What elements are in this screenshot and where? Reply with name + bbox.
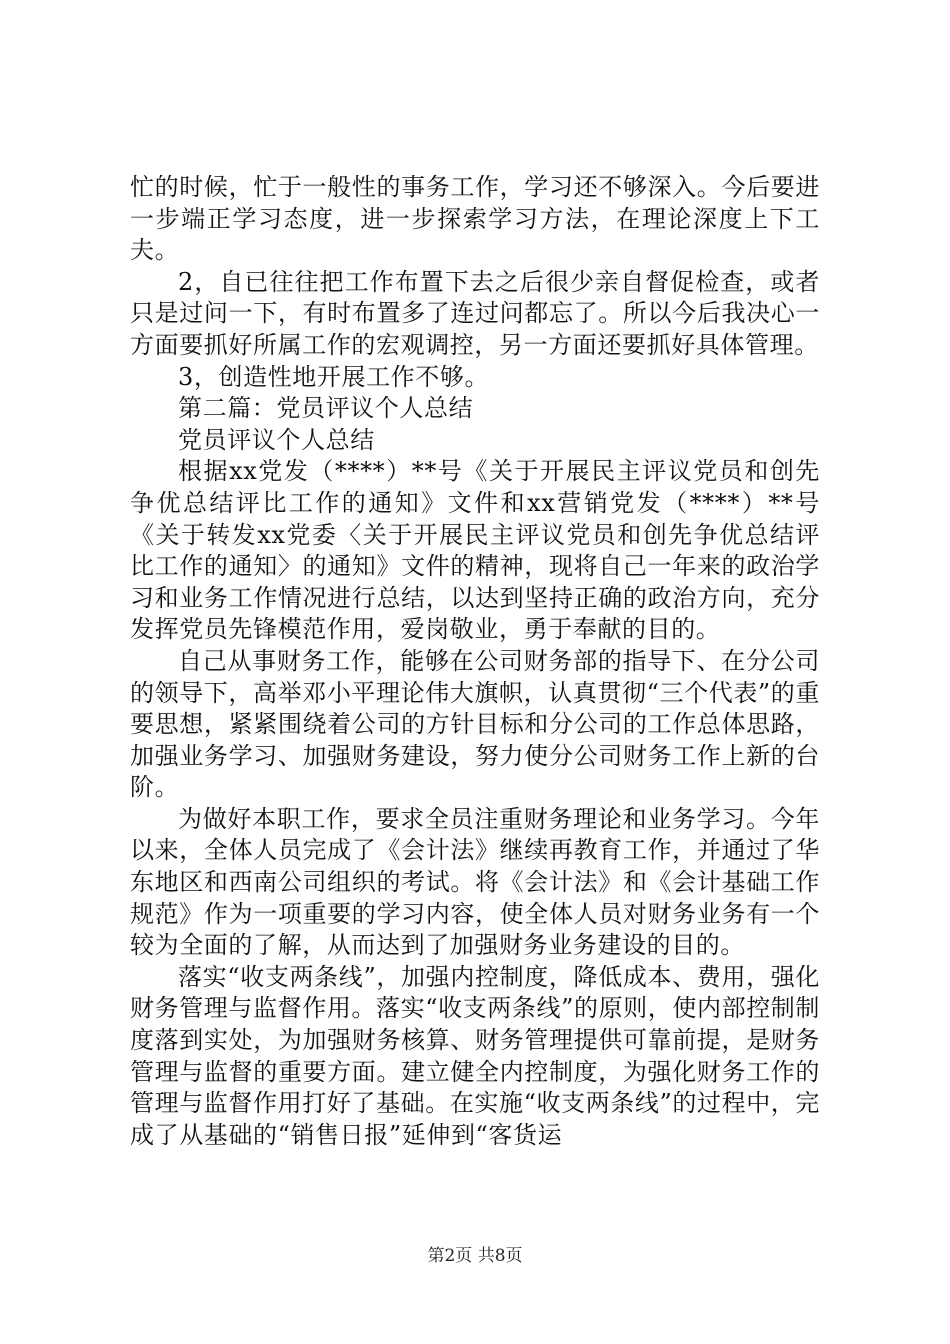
paragraph-3: 3，创造性地开展工作不够。 <box>178 362 490 391</box>
page-number-footer: 第2页 共8页 <box>427 1246 523 1266</box>
section-heading: 第二篇：党员评议个人总结 <box>178 394 474 423</box>
paragraph-9: 落实“收支两条线”，加强内控制度，降低成本、费用，强化财务管理与监督作用。落实“收支两条线”的原则，使内部控制制度落到实处，为加强财务核算、财务管理提供可靠前提，是财务管理与监督的重要方面。建立健全内控制度，为强化财务工作的管理与监督作用打好了基础。在实施“收支两条线”的过程中，完成了从基础的“销售日报”延伸到“客货运 <box>130 962 820 1149</box>
paragraph-2: 2，自已往往把工作布置下去之后很少亲自督促检查，或者只是过问一下，有时布置多了连过问都忘了。所以今后我决心一方面要抓好所属工作的宏观调控，另一方面还要抓好具体管理。 <box>130 267 820 359</box>
paragraph-1: 忙的时候，忙于一般性的事务工作，学习还不够深入。今后要进一步端正学习态度，进一步探索学习方法，在理论深度上下工夫。 <box>130 173 820 265</box>
section-subtitle: 党员评议个人总结 <box>178 425 375 454</box>
paragraph-8: 为做好本职工作，要求全员注重财务理论和业务学习。今年以来，全体人员完成了《会计法》继续再教育工作，并通过了华东地区和西南公司组织的考试。将《会计法》和《会计基础工作规范》作为一项重要的学习内容，使全体人员对财务业务有一个较为全面的了解，从而达到了加强财务业务建设的目的。 <box>130 804 820 960</box>
paragraph-6: 根据xx党发（****）**号《关于开展民主评议党员和创先争优总结评比工作的通知》文件和xx营销党发（****）**号《关于转发xx党委〈关于开展民主评议党员和创先争优总结评比工作的通知〉的通知》文件的精神，现将自己一年来的政治学习和业务工作情况进行总结，以达到坚持正确的政治方向，充分发挥党员先锋模范作用，爱岗敬业，勇于奉献的目的。 <box>130 457 820 644</box>
document-body <box>130 172 820 1151</box>
paragraph-7: 自己从事财务工作，能够在公司财务部的指导下、在分公司的领导下，高举邓小平理论伟大旗帜，认真贯彻“三个代表”的重要思想，紧紧围绕着公司的方针目标和分公司的工作总体思路，加强业务学习、加强财务建设，努力使分公司财务工作上新的台阶。 <box>130 646 820 802</box>
